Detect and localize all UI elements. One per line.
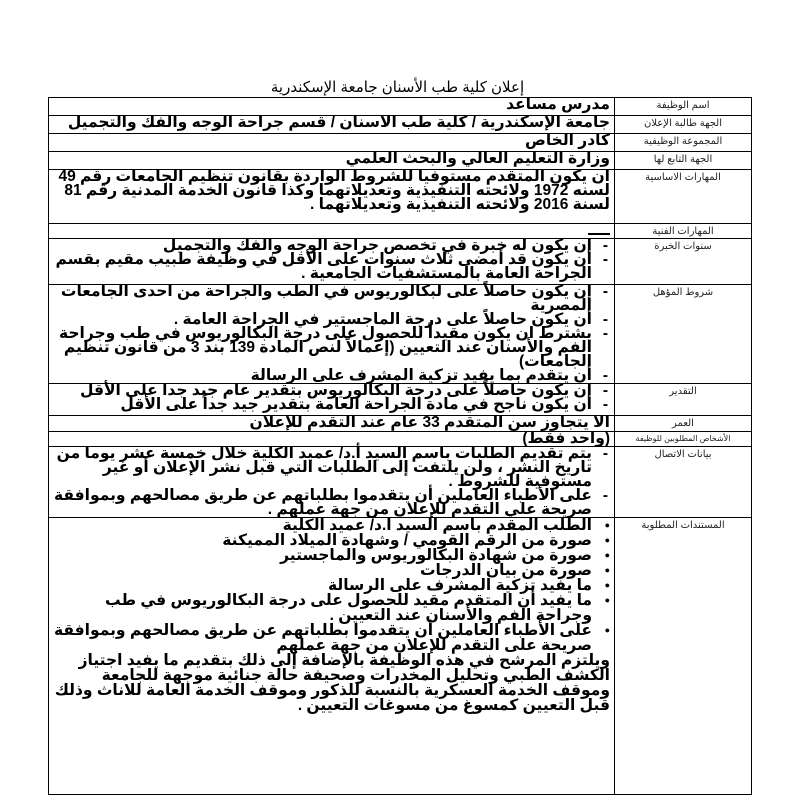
row-value: كادر الخاص	[49, 134, 615, 152]
row-label: العمر	[615, 416, 752, 432]
list-item: ● الطلب المقدم باسم السيد ا.د/ عميد الكلية	[53, 518, 592, 533]
qualification-list	[53, 285, 610, 383]
page-title: إعلان كلية طب الأسنان جامعة الإسكندرية	[270, 79, 525, 96]
list-item: - إن يكون له خبرة في تخصص جراحة الوجه والفك والتجميل	[53, 239, 592, 253]
documents-list	[53, 518, 610, 653]
table-row	[49, 416, 752, 432]
list-item: - أن يكون ناجح في مادة الجراحة العامة بتقدير جيد جداً على الأقل	[53, 398, 592, 412]
list-item: ● ما يفيد تزكية المشرف على الرسالة	[53, 578, 592, 593]
list-item: - إن يكون حاصلاً على درجة البكالوريوس بتقدير عام جيد جدا على الأقل	[53, 384, 592, 398]
list-item: - يشترط ان يكون مقيداً للحصول على درجة البكالوريوس في طب وجراحة الفم والأسنان عند التعيين (إعمالاً لنص المادة 139 بند 3 من قانون تنظيم الجامعات)	[53, 327, 592, 369]
list-item: - أن يتقدم بما يفيد تزكية المشرف على الرسالة	[53, 369, 592, 383]
list-item: ● صورة من شهادة البكالوريوس والماجستير	[53, 548, 592, 563]
contact-list	[53, 447, 610, 517]
row-value: وزارة التعليم العالي والبحث العلمي	[49, 152, 615, 170]
table-row	[49, 239, 752, 285]
row-label: المجموعة الوظيفية	[615, 134, 752, 152]
table-row	[49, 518, 752, 795]
table-row	[49, 384, 752, 416]
table-row	[49, 116, 752, 134]
experience-list	[53, 239, 610, 281]
list-item: - أن يكون حاصلاً على درجة الماجستير في الجراحة العامة .	[53, 313, 592, 327]
list-item: ● ما يفيد أن المتقدم مقيد للحصول على درجة البكالوريوس في طب وجراحة الفم والأسنان عند التعيين .	[53, 593, 592, 623]
row-label: التقدير	[615, 384, 752, 416]
row-value: (واحد فقط)	[49, 432, 615, 447]
row-value: جامعة الإسكندرية / كلية طب الاسنان / قسم جراحة الوجه والفك والتجميل	[49, 116, 615, 134]
list-item: ● صورة من بيان الدرجات	[53, 563, 592, 578]
table-row	[49, 170, 752, 224]
list-item: - على الأطباء العاملين أن يتقدموا بطلباتهم عن طريق مصالحهم وبموافقة صريحة علي التقدم للإعلان من جهة عملهم .	[53, 489, 592, 517]
list-item: ● صورة من الرقم القومي / وشهادة الميلاد المميكنة	[53, 533, 592, 548]
row-label: المهارات الاساسية	[615, 170, 752, 224]
list-item: - يتم تقديم الطلبات باسم السيد أ.د/ عميد الكلية خلال خمسة عشر يوما من تاريخ النشر ، ولن يلتفت إلى الطلبات التي قبل نشر الإعلان أو غير مستوفية للشروط .	[53, 447, 592, 489]
list-item: ● على الأطباء العاملين أن يتقدموا بطلباتهم عن طريق مصالحهم وبموافقة صريحة على التقدم للإعلان من جهة عملهم	[53, 623, 592, 653]
row-label: المهارات الفنية	[615, 224, 752, 239]
documents-note: ويلتزم المرشح في هذه الوظيفة بالإضافة إلى ذلك بتقديم ما يفيد اجتياز الكشف الطبي وتحليل المخدرات وصحيفة حالة جنائية موجهة للجامعة وموقف الخدمة العسكرية بالنسبة للذكور وموقف الخدمة العامة للاناث وذلك قبل التعيين كمسوغ من مسوغات التعيين .	[54, 652, 610, 714]
row-label: اسم الوظيفة	[615, 98, 752, 116]
job-announcement-table	[48, 97, 752, 795]
row-label: الجهة التابع لها	[615, 152, 752, 170]
table-row	[49, 98, 752, 116]
grade-list	[53, 384, 610, 412]
list-item: - إن يكون حاصلاً على لبكالوريوس في الطب والجراحة من احدى الجامعات المصرية	[53, 285, 592, 313]
table-row	[49, 447, 752, 518]
row-label: الأشخاص المطلوبين للوظيفة	[615, 432, 752, 447]
row-value: ان يكون المتقدم مستوفيا للشروط الواردة بقانون تنظيم الجامعات رقم 49 لسنه 1972 ولائحته التنفيذية وتعديلاتهما وكذا قانون الخدمة المدنية رقم 81 لسنة 2016 ولائحته التنفيذية وتعديلاتهما .	[49, 170, 615, 224]
row-label: بيانات الاتصال	[615, 447, 752, 518]
table-row	[49, 152, 752, 170]
list-item: - أن يكون قد أمضى ثلاث سنوات على الأقل في وظيفة طبيب مقيم بقسم الجراحة العامة بالمستشفيات الجامعية .	[53, 253, 592, 281]
row-value: مدرس مساعد	[49, 98, 615, 116]
table-row	[49, 134, 752, 152]
row-label: سنوات الخبرة	[615, 239, 752, 285]
table-row	[49, 285, 752, 384]
dash-line	[588, 233, 610, 235]
row-label: الجهة طالبة الإعلان	[615, 116, 752, 134]
row-label: المستندات المطلوبة	[615, 518, 752, 795]
row-value: الا يتجاوز سن المتقدم 33 عام عند التقدم للإعلان	[49, 416, 615, 432]
row-label: شروط المؤهل	[615, 285, 752, 384]
